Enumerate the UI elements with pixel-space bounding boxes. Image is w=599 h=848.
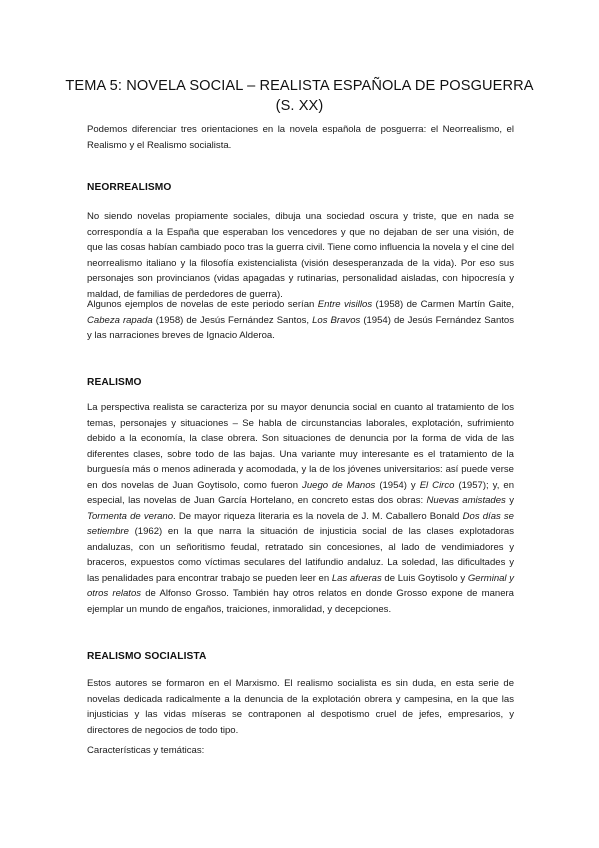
text-run: de Alfonso Grosso. También hay otros relatos en donde Grosso expone de manera ejemplar un mundo de engaños, traiciones, inmoralidad, y decepciones.	[87, 588, 514, 615]
title-line-1: TEMA 5: NOVELA SOCIAL – REALISTA ESPAÑOLA DE POSGUERRA	[65, 78, 534, 94]
title-line-2: (S. XX)	[275, 98, 324, 114]
book-title-el-circo: El Circo	[419, 479, 455, 491]
heading-realismo: REALISMO	[87, 377, 142, 388]
text-run: (1962) en la que narra la situación de injusticia social de las clases explotadoras andaluzas, con un señoritismo feudal, retratado sin concesiones, al lado de vendimiadores y braceros, expuestos como víctimas seculares del latifundio andaluz. La soledad, las dificultades y las penalidades para encontrar trabajo se pueden leer en	[87, 526, 514, 584]
book-title-entre-visillos: Entre visillos	[317, 299, 373, 310]
book-title-los-bravos: Los Bravos	[312, 314, 361, 326]
text-run: Algunos ejemplos de novelas de este periodo serían	[87, 299, 318, 310]
text-run: (1954) y	[375, 479, 420, 491]
socialista-paragraph-2: Características y temáticas:	[87, 745, 205, 756]
book-title-las-afueras: Las afueras	[331, 572, 382, 584]
book-title-juego-de-manos: Juego de Manos	[302, 479, 376, 491]
text-run: (1957); y, en especial, las novelas de Juan García Hortelano, en concreto estas dos obras:	[87, 479, 515, 506]
heading-realismo-socialista: REALISMO SOCIALISTA	[87, 651, 207, 662]
heading-neorrealismo: NEORREALISMO	[87, 182, 172, 193]
neorrealismo-paragraph-1: No siendo novelas propiamente sociales, dibuja una sociedad oscura y triste, que en nada se correspondía a la España que esperaban los vencedores y que no dejaban de ser una visión, de que las cosas habían cambiado poco tras la guerra civil. Tiene como influencia la novela y el cine del neorrealismo italiano y la filosofía existencialista (visión desesperanzada de la vida). Por eso sus personajes son provincianos (vidas apagadas y rutinarias, personalidad aisladas, con hipocresía y maldad, de familias de perdedores de guerra).	[87, 211, 514, 300]
text-run: (1954) de Jesús Fernández Santos y las narraciones breves de Ignacio Alderoa.	[87, 314, 515, 341]
page-title	[60, 76, 539, 116]
text-run: (1958) de Carmen Martín Gaite,	[372, 299, 514, 310]
socialista-paragraph-1: Estos autores se formaron en el Marxismo. El realismo socialista es sin duda, en esta serie de novelas dedicada radicalmente a la denuncia de la explotación obrera y campesina, en la que las injusticias y las vidas míseras se contraponen al despotismo cruel de jefes, empresarios, y directores de negocios de todo tipo.	[87, 678, 514, 736]
book-title-nuevas-amistades: Nuevas amistades	[426, 495, 506, 506]
neorrealismo-paragraph-2	[87, 297, 514, 344]
realismo-paragraph	[87, 400, 514, 617]
text-run: y	[505, 495, 514, 506]
text-run: . De mayor riqueza literaria es la novela de J. M. Caballero Bonald	[173, 510, 463, 522]
text-run: de Luis Goytisolo y	[381, 572, 468, 584]
intro-paragraph: Podemos diferenciar tres orientaciones en la novela española de posguerra: el Neorrealismo, el Realismo y el Realismo socialista.	[87, 124, 514, 151]
text-run: (1958) de Jesús Fernández Santos,	[152, 314, 313, 326]
book-title-germinal: Germinal y otros relatos	[87, 572, 515, 599]
book-title-cabeza-rapada: Cabeza rapada	[87, 314, 153, 326]
book-title-tormenta-de-verano: Tormenta de verano	[87, 510, 174, 522]
text-run: La perspectiva realista se caracteriza por su mayor denuncia social en cuanto al tratamiento de los temas, personajes y situaciones – Se habla de circunstancias laborales, explotación, sufrimiento debido a la economía, la clase obrera. Son situaciones de denuncia por la forma de vida de las diferentes clases, sobre todo de las bajas. Una variante muy interesante es el tratamiento de la burguesía más o menos adinerada y acomodada, y la de los jóvenes universitarios: así puede verse en dos novelas de Juan Goytisolo, como fueron	[87, 402, 514, 491]
book-title-dos-dias-se-setiembre: Dos días se setiembre	[87, 510, 514, 537]
